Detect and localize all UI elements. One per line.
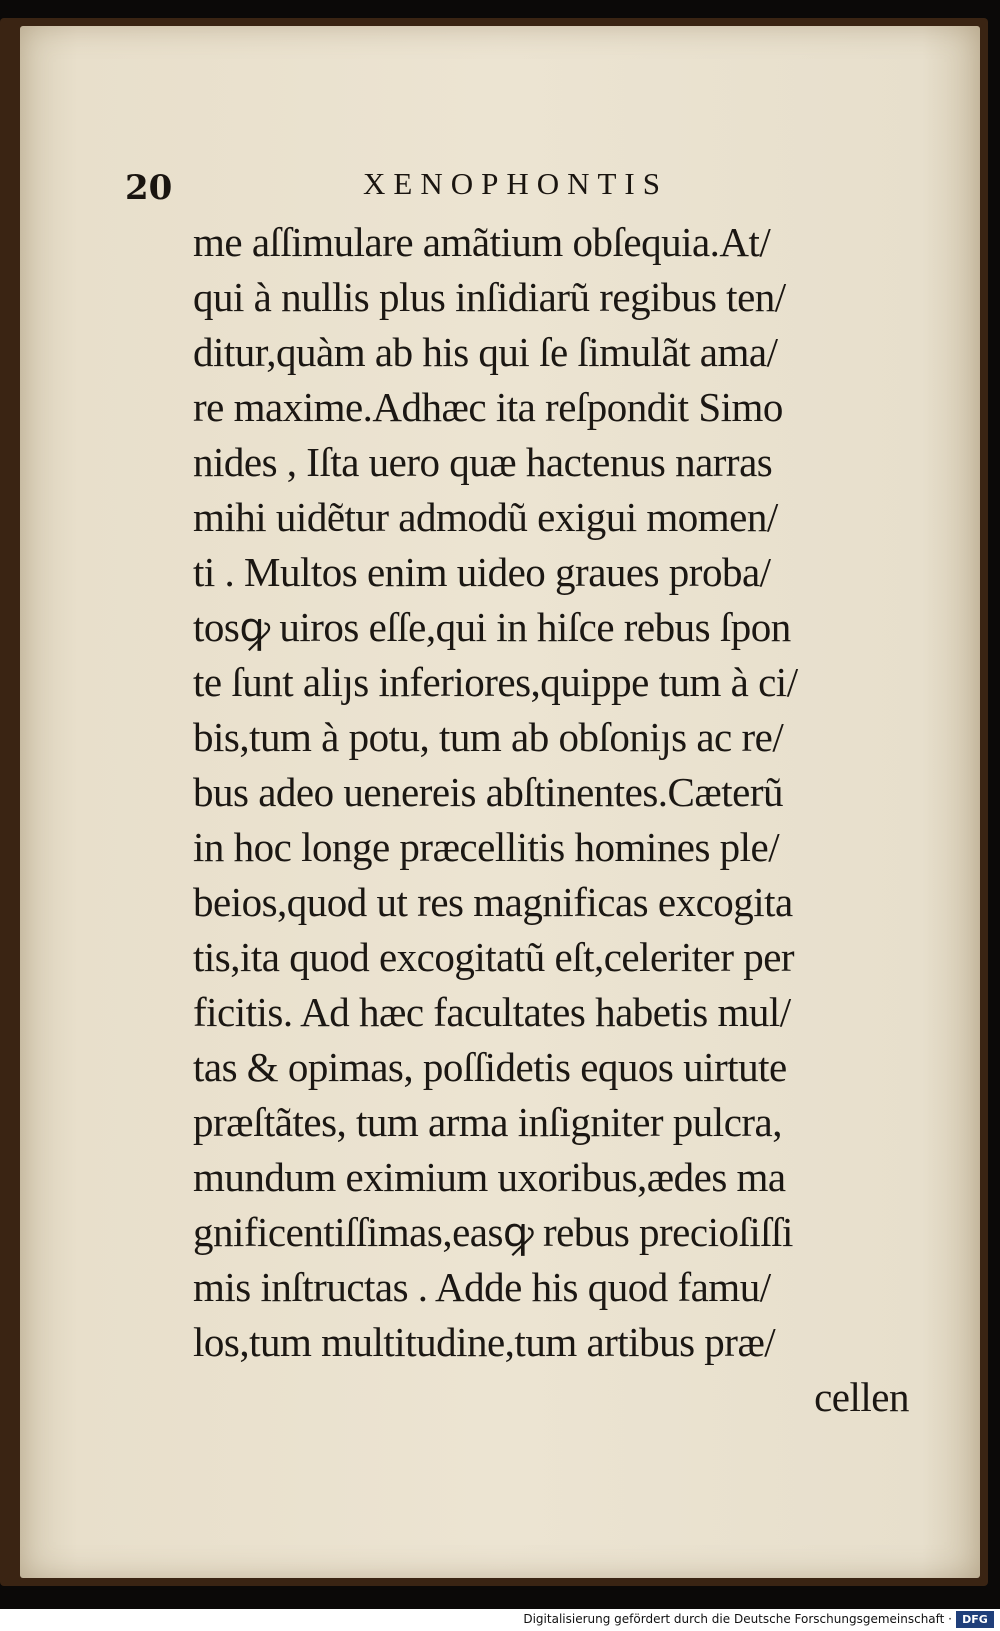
footer-bar [0,1609,1000,1631]
text-line: tas & opimas, poſſidetis equos uirtute [193,1044,787,1090]
text-line: mis inſtructas . Adde his quod famu/ [193,1264,771,1310]
text-line: bus adeo uenereis abſtinentes.Cæterũ [193,769,783,815]
dfg-logo: DFG [956,1611,994,1628]
text-line: mundum eximium uxoribus,ædes ma [193,1154,786,1200]
running-head: XENOPHONTIS [363,166,668,201]
text-line: bis,tum à potu, tum ab obſoniȷs ac re/ [193,714,784,760]
text-line: beios,quod ut res magnificas excogita [193,879,793,925]
funding-credit: Digitalisierung gefördert durch die Deutsche Forschungsgemeinschaft · [523,1612,952,1626]
page-number: 20 [125,168,173,208]
text-line: me aſſimulare amãtium obſequia.At/ [193,219,771,265]
text-block [193,215,913,1425]
text-line: ti . Multos enim uideo graues proba/ [193,549,771,595]
text-line: tosꝙ uiros eſſe,qui in hiſce rebus ſpon [193,604,791,650]
text-line: præſtãtes, tum arma inſigniter pulcra, [193,1099,782,1145]
text-line: mihi uidẽtur admodũ exigui momen/ [193,494,778,540]
text-line: re maxime.Adhæc ita reſpondit Simo [193,384,783,430]
text-line: te ſunt aliȷs inferiores,quippe tum à ci/ [193,659,798,705]
text-line: nides , Iſta uero quæ hactenus narras [193,439,773,485]
catchword: cellen [814,1374,909,1420]
text-line: tis,ita quod excogitatũ eſt,celeriter per [193,934,795,980]
text-line: ficitis. Ad hæc facultates habetis mul/ [193,989,791,1035]
text-line: qui à nullis plus inſidiarũ regibus ten/ [193,274,786,320]
text-line: ditur,quàm ab his qui ſe ſimulãt ama/ [193,329,778,375]
text-line: los,tum multitudine,tum artibus præ/ [193,1319,776,1365]
text-line: gnificentiſſimas,easꝙ rebus precioſiſſi [193,1209,793,1255]
text-line: in hoc longe præcellitis homines ple/ [193,824,780,870]
